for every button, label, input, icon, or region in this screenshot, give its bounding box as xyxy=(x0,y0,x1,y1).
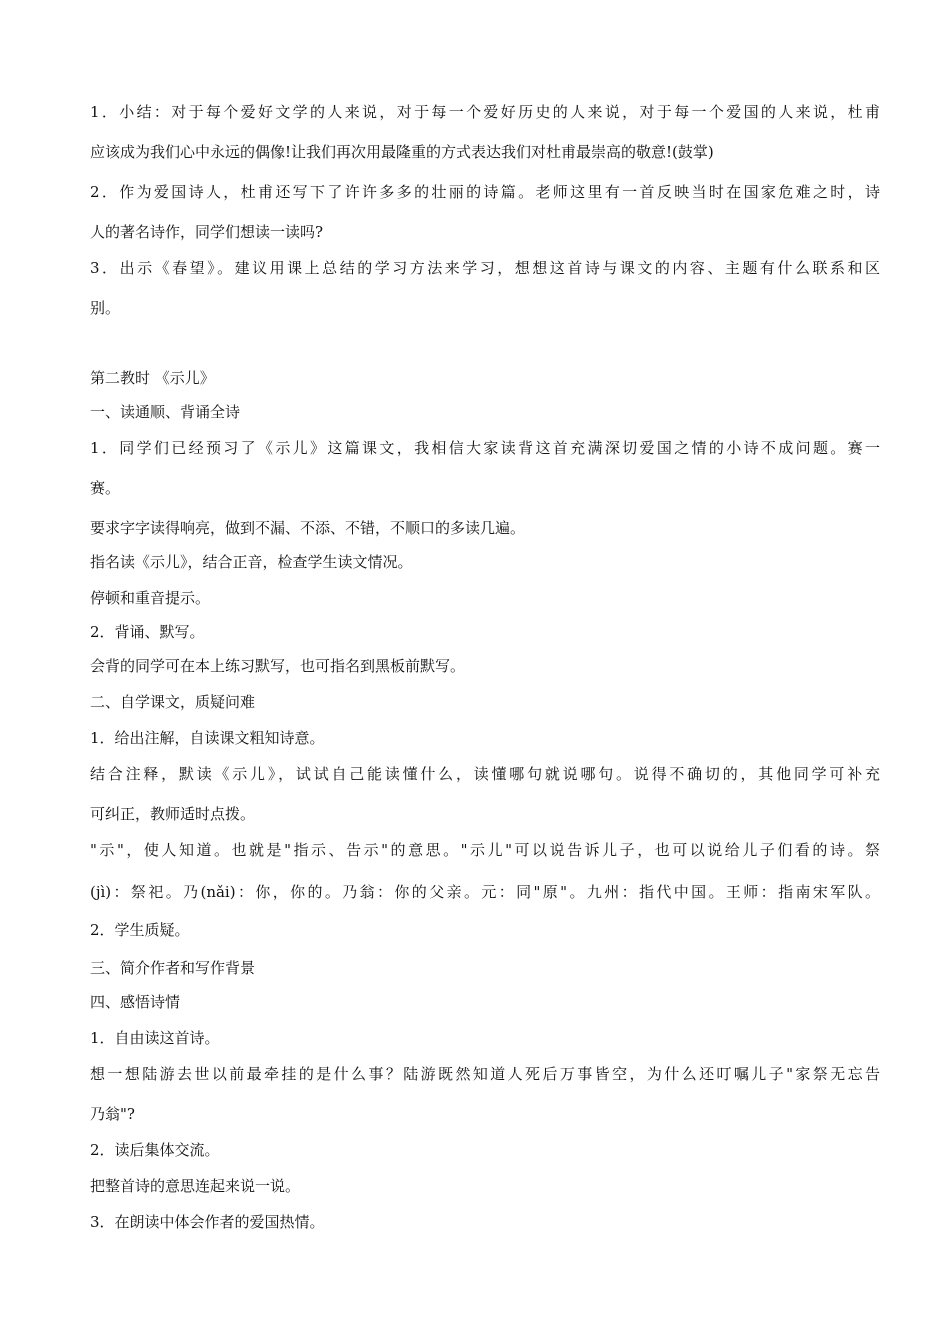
paragraph-line: 想一想陆游去世以前最牵挂的是什么事？陆游既然知道人死后万事皆空，为什么还叮嘱儿子"家祭无忘告 xyxy=(90,1065,880,1083)
paragraph-line: 1．自由读这首诗。 xyxy=(90,1029,220,1047)
paragraph-line: 2．背诵、默写。 xyxy=(90,623,205,641)
section-heading: 一、读通顺、背诵全诗 xyxy=(90,403,241,421)
paragraph-line: 人的著名诗作，同学们想读一读吗? xyxy=(90,223,324,241)
paragraph-line: 别。 xyxy=(90,299,121,317)
paragraph-line: 指名读《示儿》，结合正音，检查学生读文情况。 xyxy=(90,553,413,571)
section-heading: 四、感悟诗情 xyxy=(90,993,181,1011)
paragraph-line: 3．在朗读中体会作者的爱国热情。 xyxy=(90,1213,325,1231)
paragraph-line: (jì)：祭祀。乃(nǎi)：你，你的。乃翁：你的父亲。元：同"原"。九州：指代中国。王师：指南宋军队。 xyxy=(90,883,880,901)
paragraph-line: 1．同学们已经预习了《示儿》这篇课文，我相信大家读背这首充满深切爱国之情的小诗不成问题。赛一 xyxy=(90,439,880,457)
paragraph-line: 3．出示《春望》。建议用课上总结的学习方法来学习，想想这首诗与课文的内容、主题有什么联系和区 xyxy=(90,259,880,277)
paragraph-line: 2．学生质疑。 xyxy=(90,921,190,939)
paragraph-line: 2．作为爱国诗人，杜甫还写下了许许多多的壮丽的诗篇。老师这里有一首反映当时在国家危难之时，诗 xyxy=(90,183,880,201)
paragraph-line: 乃翁"? xyxy=(90,1105,135,1123)
section-title: 第二教时 《示儿》 xyxy=(90,369,215,387)
paragraph-line: 1．给出注解，自读课文粗知诗意。 xyxy=(90,729,325,747)
section-heading: 二、自学课文，质疑问难 xyxy=(90,693,256,711)
paragraph-line: 把整首诗的意思连起来说一说。 xyxy=(90,1177,301,1195)
section-heading: 三、简介作者和写作背景 xyxy=(90,959,256,977)
paragraph-line: 要求字字读得响亮，做到不漏、不添、不错，不顺口的多读几遍。 xyxy=(90,519,526,537)
paragraph-line: "示"，使人知道。也就是"指示、告示"的意思。"示儿"可以说告诉儿子，也可以说给儿子们看的诗。祭 xyxy=(90,841,880,859)
paragraph-line: 可纠正，教师适时点拨。 xyxy=(90,805,256,823)
paragraph-line: 应该成为我们心中永远的偶像!让我们再次用最隆重的方式表达我们对杜甫最崇高的敬意!(鼓掌) xyxy=(90,143,714,161)
paragraph-line: 赛。 xyxy=(90,479,121,497)
paragraph-line: 2．读后集体交流。 xyxy=(90,1141,220,1159)
paragraph-line: 会背的同学可在本上练习默写，也可指名到黑板前默写。 xyxy=(90,657,466,675)
paragraph-line: 1．小结：对于每个爱好文学的人来说，对于每一个爱好历史的人来说，对于每一个爱国的人来说，杜甫 xyxy=(90,103,880,121)
paragraph-line: 结合注释，默读《示儿》，试试自己能读懂什么，读懂哪句就说哪句。说得不确切的，其他同学可补充 xyxy=(90,765,880,783)
paragraph-line: 停顿和重音提示。 xyxy=(90,589,211,607)
